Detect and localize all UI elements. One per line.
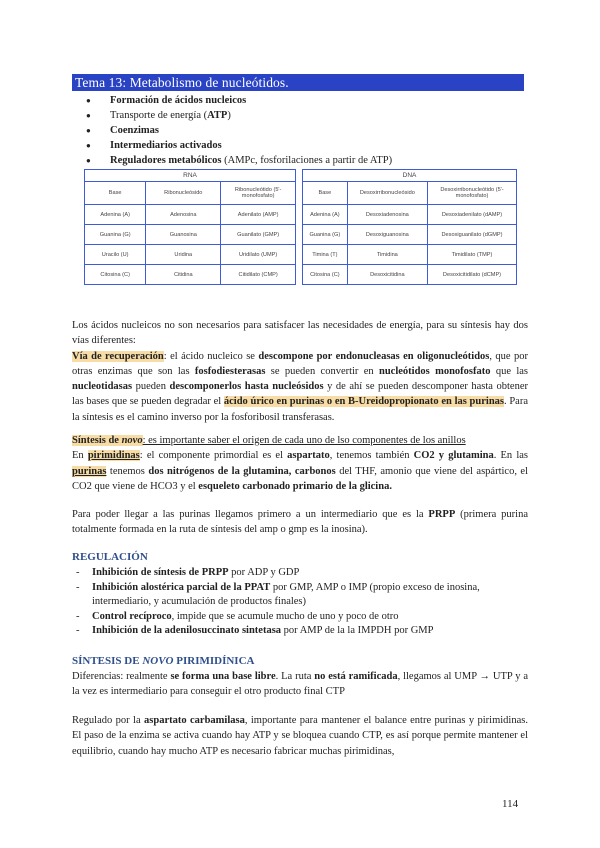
table-cell: Desoxicitidilato (dCMP) [427, 265, 516, 285]
list-item: ● Intermediarios activados [86, 138, 392, 153]
table-cell: Timidina [347, 245, 427, 265]
list-item: ● Reguladores metabólicos (AMPc, fosforilaciones a partir de ATP) [86, 153, 392, 168]
column-header: Ribonucleótido (5'-monofosfato) [221, 182, 296, 205]
list-item: - Inhibición de síntesis de PRPP por ADP y GDP [72, 566, 532, 581]
table-cell: Uracilo (U) [85, 245, 146, 265]
rna-table-wrap [84, 169, 296, 285]
table-cell: Guanina (G) [85, 225, 146, 245]
table-cell: Adenilato (AMP) [221, 205, 296, 225]
table-row [85, 225, 296, 245]
intro-paragraph: Los ácidos nucleicos no son necesarios para satisfacer las necesidades de energía, para su síntesis hay dos vías diferentes: Vía de recuperación: el ácido nucleico se descompone por endonucleasas en oligonucleótidos, que por otras enzimas que son las fosfodiesterasas se pueden convertir en nucleótidos monofosfato que las nucleotidasas pueden descomponerlos hasta nucleósidos y de ahí se pueden descomponer hasta obtener las bases que se pueden degradar el ácido úrico en purinas o en B-Ureidopropionato en las purinas. Para la síntesis es el camino inverso por la fosforibosil transferasas. [72, 320, 528, 423]
table-cell: Adenosina [146, 205, 221, 225]
table-title: RNA [85, 170, 296, 182]
column-header: Base [303, 182, 348, 205]
table-cell: Adenina (A) [303, 205, 348, 225]
table-cell: Citidilato (CMP) [221, 265, 296, 285]
column-header: Desoxirribonucleósido [347, 182, 427, 205]
prpp-paragraph: Para poder llegar a las purinas llegamos primero a un intermediario que es la PRPP (primera purina totalmente formada en la ruta de síntesis del amp o gmp es la inosina). [72, 509, 528, 536]
sintesis-paragraph: Síntesis de novo: es importante saber el origen de cada uno de lso componentes de los anillos En pirimidinas: el componente primordial es el aspartato, tenemos también CO2 y glutamina. En las purinas tenemos dos nitrógenos de la glutamina, carbonos del THF, amonio que viene del aspártico, el CO2 que viene de HCO3 y el esqueleto carbonado primario de la glicina. [72, 435, 528, 492]
column-header: Base [85, 182, 146, 205]
dna-table [302, 169, 517, 285]
function-list [86, 93, 392, 168]
list-item: - Inhibición alostérica parcial de la PPAT por GMP, AMP o IMP (propio exceso de inosina, intermediario, y acumulación de productos finales) [72, 581, 532, 610]
table-cell: Uridilato (UMP) [221, 245, 296, 265]
column-header: Ribonucleósido [146, 182, 221, 205]
table-row [85, 265, 296, 285]
table-title: DNA [303, 170, 517, 182]
table-row [303, 265, 517, 285]
table-row [303, 245, 517, 265]
table-cell: Desoxiadenosina [347, 205, 427, 225]
list-item: ● Transporte de energía (ATP) [86, 108, 392, 123]
table-row [303, 205, 517, 225]
table-cell: Guanilato (GMP) [221, 225, 296, 245]
table-cell: Desoxiadenilato (dAMP) [427, 205, 516, 225]
table-cell: Timina (T) [303, 245, 348, 265]
table-cell: Timidilato (TMP) [427, 245, 516, 265]
table-cell: Citosina (C) [303, 265, 348, 285]
column-header: Desoxirribonucleótido (5'-monofosfato) [427, 182, 516, 205]
page-title: Tema 13: Metabolismo de nucleótidos. [72, 74, 524, 91]
list-item: - Control recíproco, impide que se acumule mucho de uno y poco de otro [72, 610, 532, 625]
rna-table [84, 169, 296, 285]
table-cell: Citidina [146, 265, 221, 285]
table-cell: Uridina [146, 245, 221, 265]
table-row [303, 225, 517, 245]
list-item: - Inhibición de la adenilosuccinato sintetasa por AMP de la la IMPDH por GMP [72, 624, 532, 639]
table-cell: Guanosina [146, 225, 221, 245]
table-cell: Desoxiguanilato (dGMP) [427, 225, 516, 245]
table-row [85, 205, 296, 225]
page-number: 114 [502, 798, 519, 810]
list-item: ● Coenzimas [86, 123, 392, 138]
table-cell: Adenina (A) [85, 205, 146, 225]
table-cell: Guanina (G) [303, 225, 348, 245]
sintesis-label: Síntesis de novo [72, 435, 143, 446]
table-cell: Citosina (C) [85, 265, 146, 285]
regulacion-heading: REGULACIÓN [72, 551, 148, 563]
table-cell: Desoxicitidina [347, 265, 427, 285]
regulacion-list [72, 566, 532, 639]
recuperacion-label: Vía de recuperación [72, 350, 164, 362]
dna-table-wrap [302, 169, 517, 285]
table-row [85, 245, 296, 265]
pirimidinica-paragraph-1: Diferencias: realmente se forma una base libre. La ruta no está ramificada, llegamos al UMP → UTP y a la vez es intermediario para conseguir el otro producto final CTP [72, 671, 528, 698]
pirimidinica-paragraph-2: Regulado por la aspartato carbamilasa, importante para mantener el balance entre purinas y pirimidinas. El paso de la enzima se activa cuando hay ATP y se bloquea cuando CTP, es así porque permite mantener el equilibrio, cuando hay mucho ATP es necesario fabricar muchas pirimidinas, [72, 715, 528, 757]
pirimidinica-heading: SÍNTESIS DE NOVO PIRIMIDÍNICA [72, 655, 255, 667]
list-item: ● Formación de ácidos nucleicos [86, 93, 392, 108]
table-cell: Desoxiguanosina [347, 225, 427, 245]
